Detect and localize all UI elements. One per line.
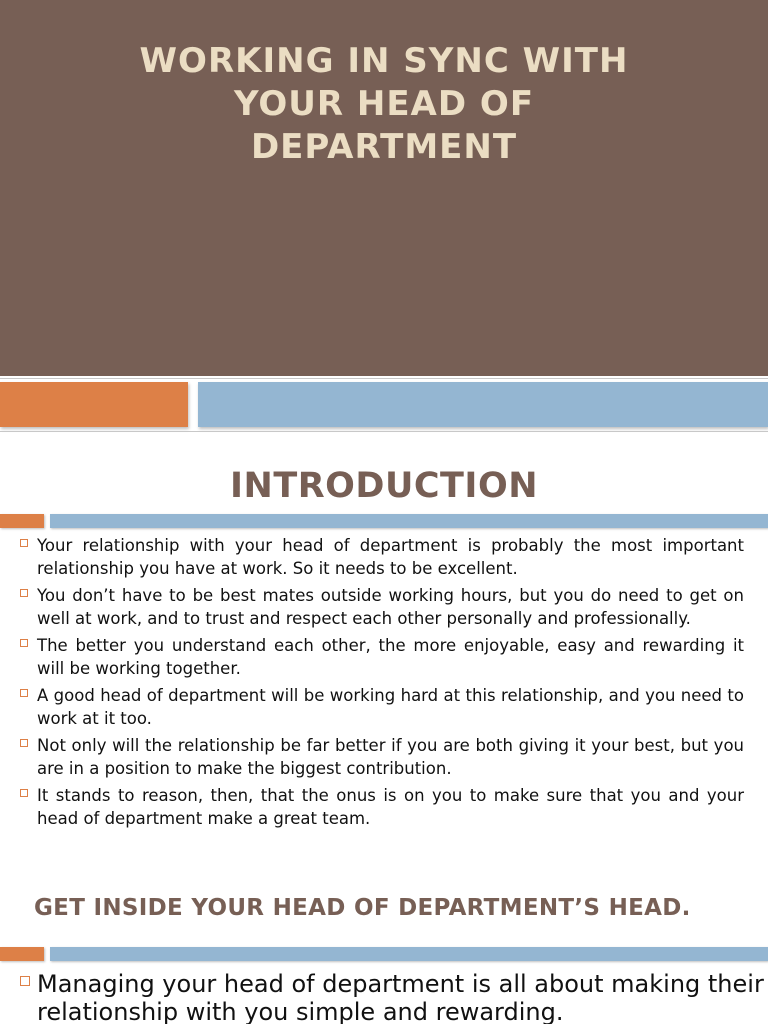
accent-bar-blue bbox=[50, 514, 768, 528]
list-item bbox=[18, 734, 744, 780]
title-line-2: YOUR HEAD OF bbox=[233, 84, 535, 124]
bullet-text: Your relationship with your head of department is probably the most important relationship you have at work. So it needs to be excellent. bbox=[37, 536, 744, 578]
divider bbox=[0, 378, 768, 379]
hollow-square-icon bbox=[20, 689, 28, 697]
list-item bbox=[18, 534, 744, 580]
hollow-square-icon bbox=[20, 976, 30, 986]
list-item bbox=[18, 634, 744, 680]
list-item bbox=[18, 784, 744, 830]
slide-title bbox=[60, 40, 708, 169]
hollow-square-icon bbox=[20, 589, 28, 597]
bullet-text: It stands to reason, then, that the onus is on you to make sure that you and your head of department make a great team. bbox=[37, 786, 744, 828]
hollow-square-icon bbox=[20, 739, 28, 747]
hollow-square-icon bbox=[20, 789, 28, 797]
hollow-square-icon bbox=[20, 539, 28, 547]
section-heading: GET INSIDE YOUR HEAD OF DEPARTMENT’S HEAD. bbox=[34, 895, 691, 921]
title-panel bbox=[0, 0, 768, 376]
bullet-text: You don’t have to be best mates outside working hours, but you do need to get on well at work, and to trust and respect each other personally and professionally. bbox=[37, 586, 744, 628]
accent-bar-blue bbox=[198, 382, 768, 427]
intro-heading: INTRODUCTION bbox=[230, 466, 538, 506]
hollow-square-icon bbox=[20, 639, 28, 647]
bullet-text: Managing your head of department is all about making their relationship with you simple and rewarding. bbox=[37, 970, 764, 1024]
title-line-3: DEPARTMENT bbox=[250, 127, 518, 167]
list-item bbox=[18, 684, 744, 730]
intro-bullet-list bbox=[18, 534, 744, 834]
accent-bar-orange bbox=[0, 947, 44, 961]
accent-bar-orange bbox=[0, 382, 188, 427]
accent-bar-blue bbox=[50, 947, 768, 961]
title-line-1: WORKING IN SYNC WITH bbox=[139, 41, 629, 81]
list-item bbox=[18, 970, 768, 1024]
slide-separator bbox=[0, 431, 768, 432]
bullet-text: Not only will the relationship be far better if you are both giving it your best, but you are in a position to make the biggest contribution. bbox=[37, 736, 744, 778]
bullet-text: A good head of department will be working hard at this relationship, and you need to work at it too. bbox=[37, 686, 744, 728]
bullet-text: The better you understand each other, the more enjoyable, easy and rewarding it will be working together. bbox=[37, 636, 744, 678]
list-item bbox=[18, 584, 744, 630]
accent-bar-orange bbox=[0, 514, 44, 528]
